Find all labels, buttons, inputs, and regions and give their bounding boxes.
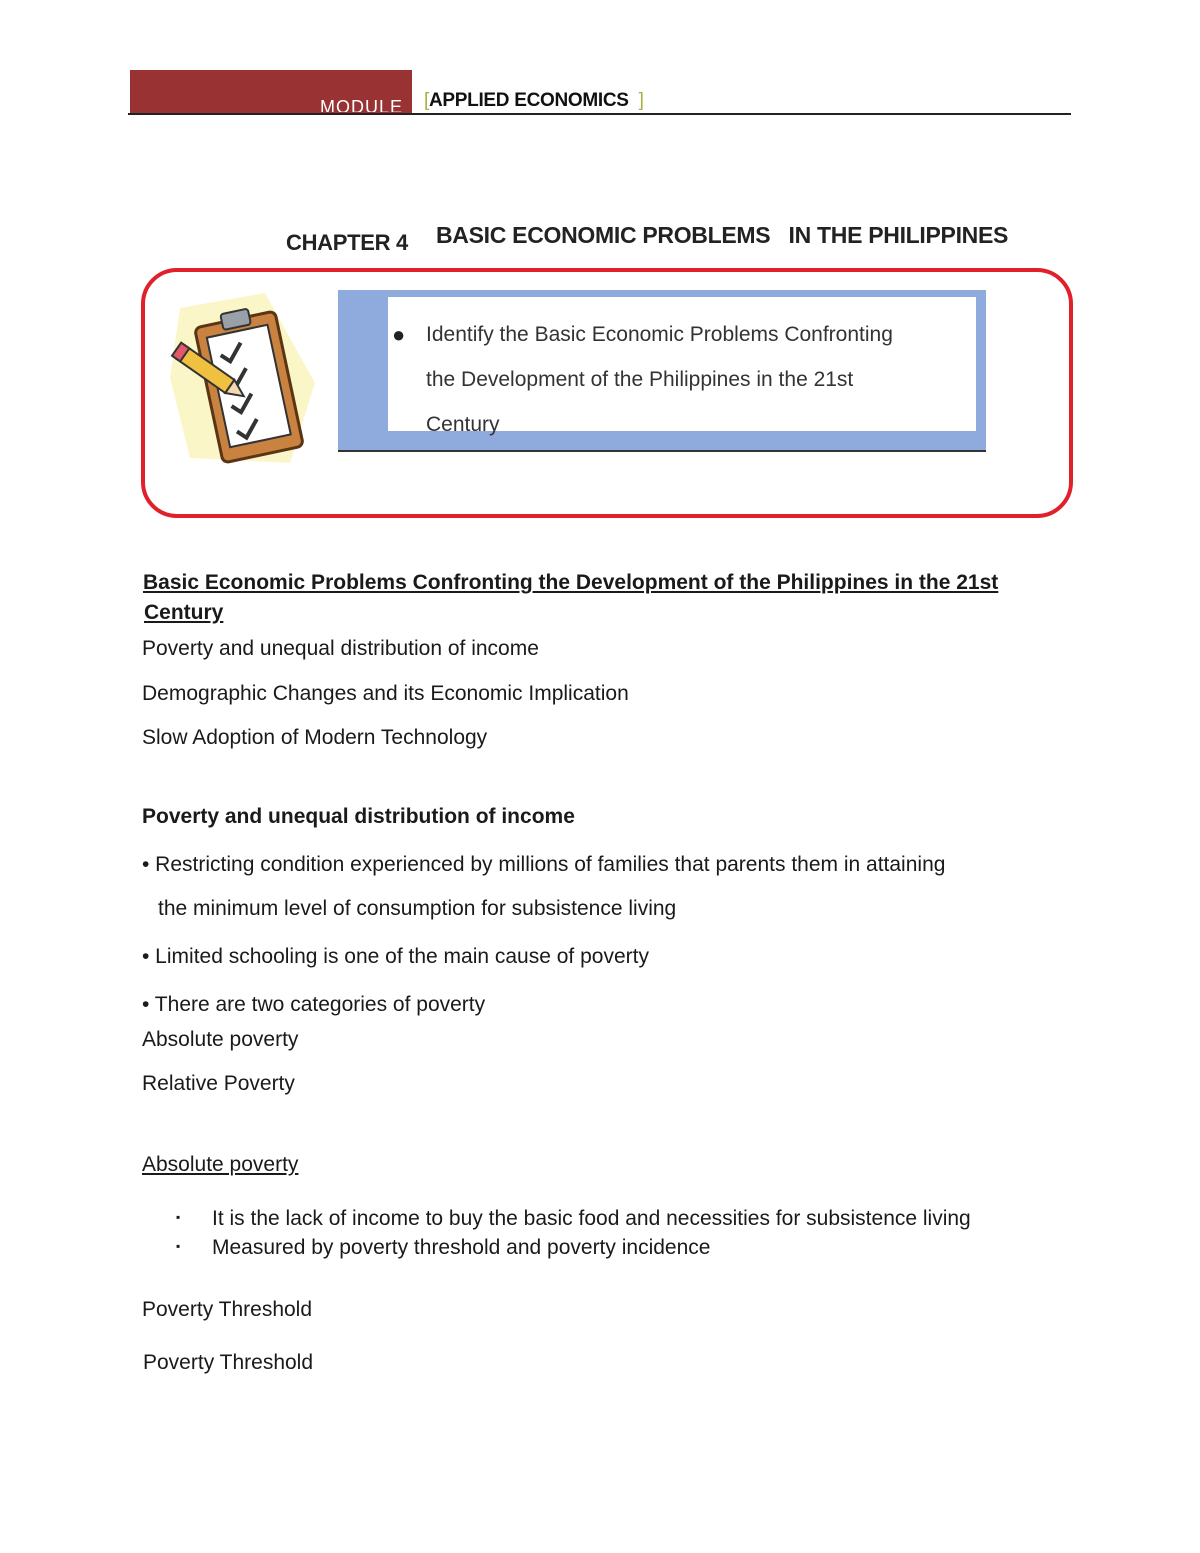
poverty-threshold-label: Poverty Threshold	[143, 1351, 314, 1374]
poverty-threshold-label: Poverty Threshold	[142, 1298, 313, 1321]
list-item: Poverty and unequal distribution of income	[142, 637, 539, 660]
bullet-item: It is the lack of income to buy the basic food and necessities for subsistence living	[212, 1207, 971, 1230]
bullet-item: • Limited schooling is one of the main cause of poverty	[142, 945, 649, 968]
chapter-number: CHAPTER 4	[286, 230, 408, 255]
bullet-item: • There are two categories of poverty	[142, 993, 486, 1016]
module-tab-label: MODULE	[320, 97, 404, 112]
objective-text	[426, 312, 966, 447]
poverty-category: Absolute poverty	[142, 1028, 299, 1051]
list-item: Demographic Changes and its Economic Implication	[142, 682, 629, 705]
header-open-bracket: [	[424, 90, 429, 111]
square-bullet-icon: ▪	[176, 1210, 181, 1224]
section1-heading-cont: Century	[144, 601, 224, 624]
bullet-item-cont: the minimum level of consumption for subsistence living	[158, 897, 677, 920]
square-bullet-icon: ▪	[176, 1239, 181, 1253]
bullet-item: • Restricting condition experienced by millions of families that parents them in attaining	[142, 853, 946, 876]
section3-heading: Absolute poverty	[142, 1153, 299, 1176]
objective-bullet-icon: ●	[392, 322, 406, 347]
header-title-text: APPLIED ECONOMICS	[428, 90, 629, 111]
header-close-bracket: ]	[638, 90, 644, 111]
header-title	[424, 90, 644, 112]
bullet-item: Measured by poverty threshold and poverty incidence	[212, 1236, 711, 1259]
header-rule	[128, 113, 1071, 115]
clipboard-icon	[170, 288, 320, 468]
objective-line: Identify the Basic Economic Problems Confronting	[426, 323, 893, 346]
list-item: Slow Adoption of Modern Technology	[142, 726, 488, 749]
objective-line: Century	[426, 413, 500, 436]
poverty-category: Relative Poverty	[142, 1072, 295, 1095]
section2-heading: Poverty and unequal distribution of income	[142, 805, 575, 828]
section1-heading: Basic Economic Problems Confronting the Development of the Philippines in the 21st	[143, 571, 999, 594]
module-tab	[130, 70, 412, 115]
objective-line: the Development of the Philippines in the 21st	[426, 368, 854, 391]
chapter-title: BASIC ECONOMIC PROBLEMS IN THE PHILIPPINES	[436, 222, 1009, 248]
